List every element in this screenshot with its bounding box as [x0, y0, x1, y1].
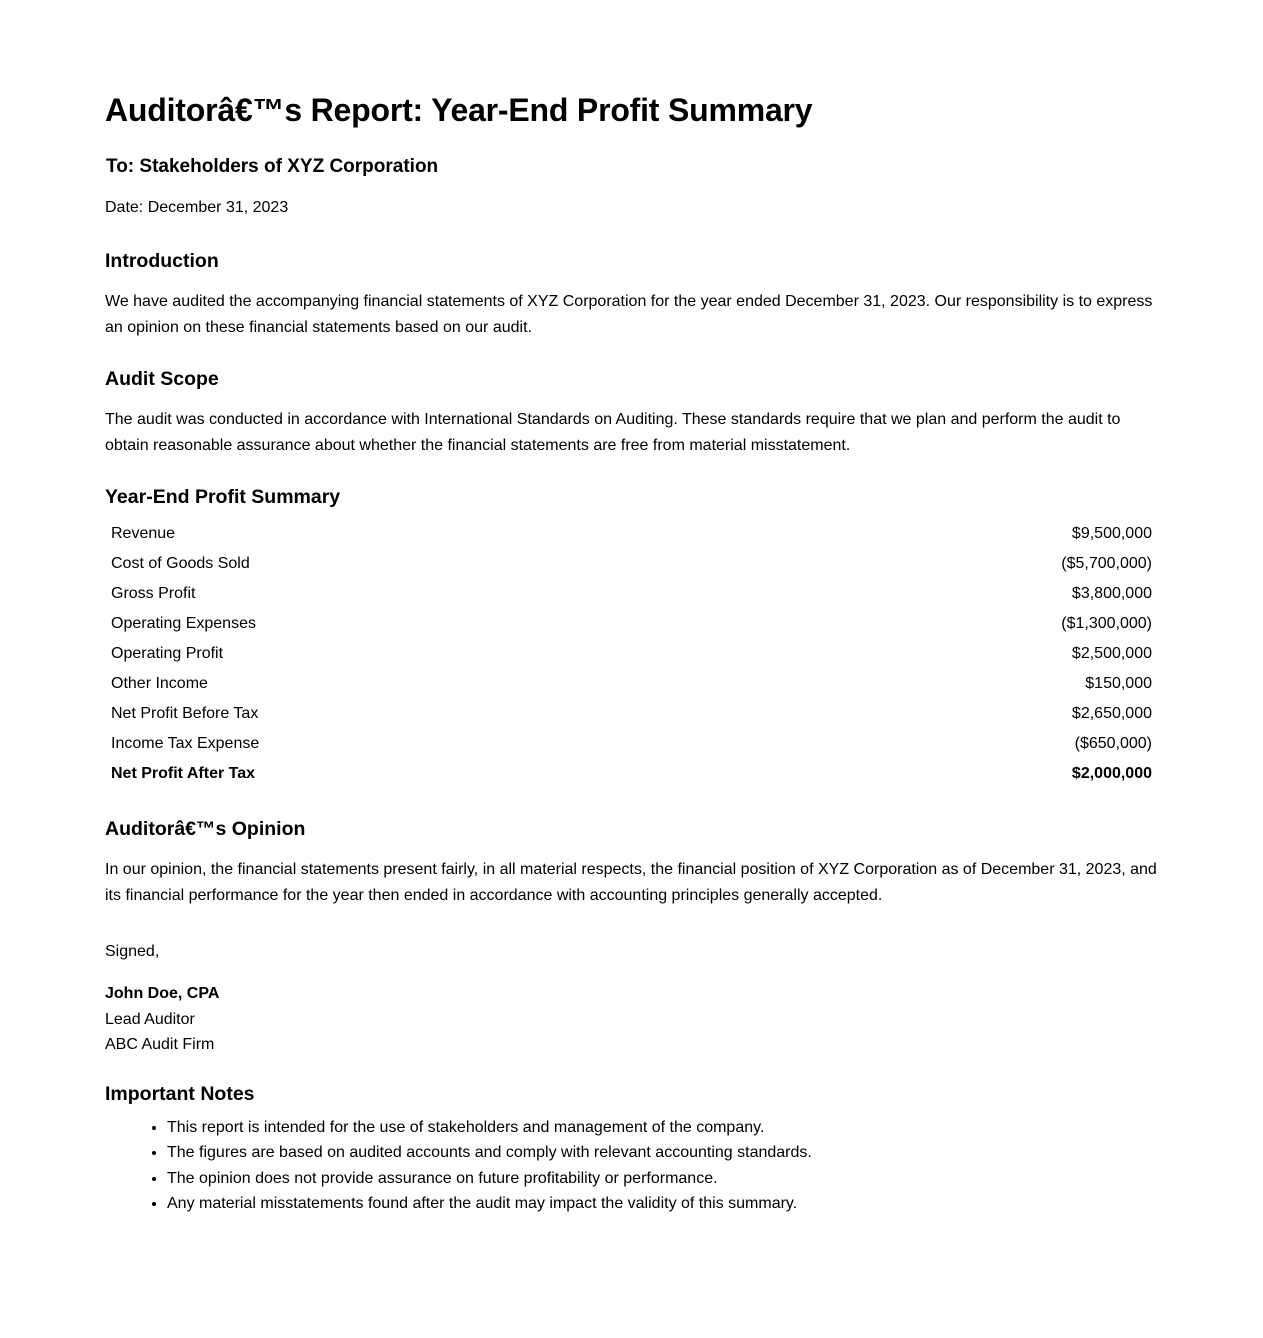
row-amount: $9,500,000 — [1071, 525, 1152, 542]
row-label: Revenue — [111, 525, 176, 542]
opinion-heading: Auditorâ€™s Opinion — [105, 818, 306, 840]
total-amount: $2,000,000 — [1071, 765, 1152, 782]
row-label: Cost of Goods Sold — [111, 555, 250, 572]
opinion-text: In our opinion, the financial statements present fairly, in all material respects, the financial position of XYZ Corporation as of December 31, 2023, and its financial performance for the year then ended in accordance with accounting principles generally accepted. — [105, 861, 1157, 904]
total-row — [105, 759, 1158, 789]
row-label: Operating Expenses — [111, 615, 256, 632]
audit-scope-section — [105, 366, 1160, 458]
signer-firm: ABC Audit Firm — [105, 1036, 215, 1053]
profit-summary-heading: Year-End Profit Summary — [105, 486, 341, 508]
row-label: Gross Profit — [111, 585, 196, 602]
row-amount: ($650,000) — [1074, 735, 1152, 752]
report-title: Auditorâ€™s Report: Year-End Profit Summary — [105, 92, 813, 128]
introduction-text: We have audited the accompanying financial statements of XYZ Corporation for the year ended December 31, 2023. Our responsibility is to express an opinion on these financial statements based on our audit. — [105, 293, 1153, 336]
row-label: Net Profit Before Tax — [111, 705, 259, 722]
row-amount: $2,500,000 — [1071, 645, 1152, 662]
list-item: • The opinion does not provide assurance on future profitability or performance. — [167, 1166, 1160, 1192]
report-content — [105, 88, 1160, 1217]
signed-label: Signed, — [105, 943, 160, 960]
row-amount: $150,000 — [1085, 675, 1152, 692]
list-item: • Any material misstatements found after the audit may impact the validity of this summary. — [167, 1191, 1160, 1217]
signer-role: Lead Auditor — [105, 1010, 195, 1028]
introduction-section — [105, 248, 1160, 340]
notes-section — [105, 1081, 1160, 1217]
signature-block — [105, 981, 1160, 1058]
table-row — [105, 609, 1158, 639]
row-amount: ($1,300,000) — [1061, 615, 1152, 632]
report-date: Date: December 31, 2023 — [105, 199, 289, 216]
row-label: Other Income — [111, 675, 208, 692]
signer-name: John Doe, CPA — [105, 985, 220, 1002]
row-amount: $2,650,000 — [1071, 705, 1152, 722]
list-item: • The figures are based on audited accounts and comply with relevant accounting standards. — [167, 1140, 1160, 1166]
table-row — [105, 729, 1158, 759]
notes-list — [105, 1115, 1160, 1217]
table-row — [105, 549, 1158, 579]
introduction-heading: Introduction — [105, 250, 219, 272]
table-row — [105, 579, 1158, 609]
row-label: Operating Profit — [111, 645, 224, 662]
recipient-line: To: Stakeholders of XYZ Corporation — [106, 156, 439, 177]
opinion-section — [105, 816, 1160, 908]
row-amount: $3,800,000 — [1071, 585, 1152, 602]
notes-heading: Important Notes — [105, 1082, 255, 1105]
table-row — [105, 639, 1158, 669]
profit-summary-section — [105, 484, 1160, 789]
row-amount: ($5,700,000) — [1061, 555, 1152, 572]
table-row — [105, 699, 1158, 729]
table-row — [105, 519, 1158, 549]
list-item: • This report is intended for the use of stakeholders and management of the company. — [167, 1115, 1160, 1141]
table-row — [105, 669, 1158, 699]
audit-scope-text: The audit was conducted in accordance with International Standards on Auditing. These standards require that we plan and perform the audit to obtain reasonable assurance about whether the financial statements are free from material misstatement. — [105, 411, 1121, 454]
profit-summary-table — [105, 519, 1158, 789]
total-label: Net Profit After Tax — [111, 765, 256, 782]
audit-scope-heading: Audit Scope — [105, 368, 219, 390]
row-label: Income Tax Expense — [111, 735, 260, 752]
